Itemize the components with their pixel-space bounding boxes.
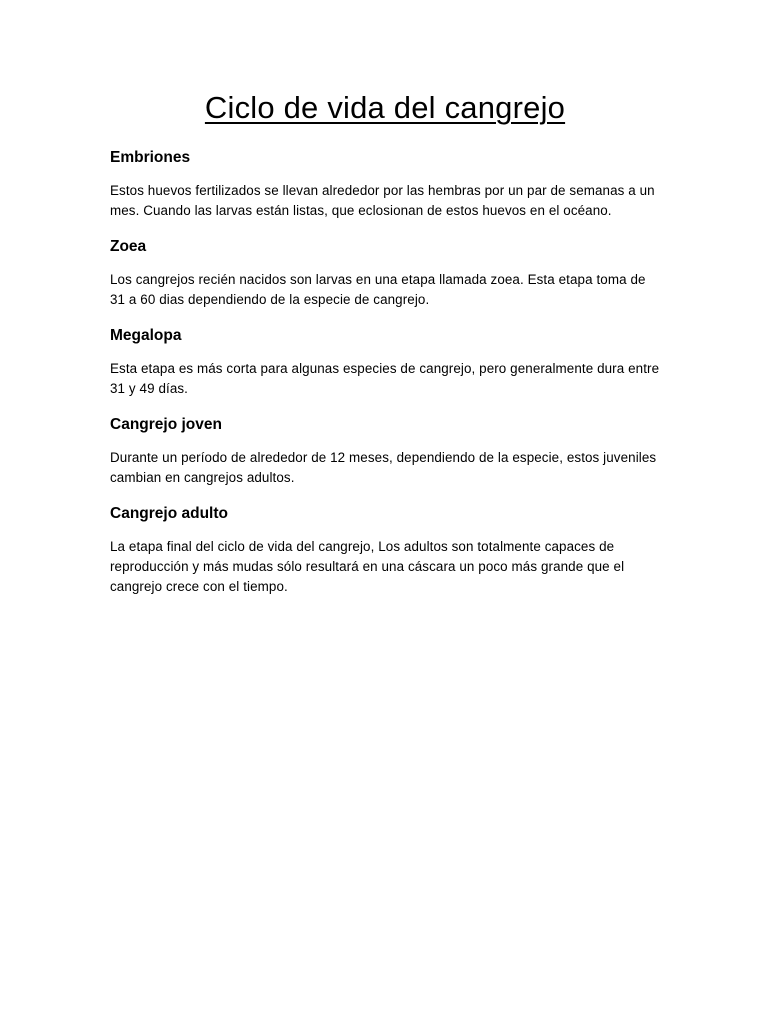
section-embriones [110, 148, 660, 221]
section-heading: Cangrejo adulto [110, 505, 228, 522]
section-paragraph: Los cangrejos recién nacidos son larvas en una etapa llamada zoea. Esta etapa toma de 31 a 60 dias dependiendo de la especie de cangrejo. [110, 272, 646, 307]
section-megalopa [110, 326, 660, 399]
document-title: Ciclo de vida del cangrejo [204, 90, 566, 125]
section-heading: Zoea [110, 238, 147, 255]
section-heading: Cangrejo joven [110, 416, 222, 433]
section-paragraph: Esta etapa es más corta para algunas especies de cangrejo, pero generalmente dura entre 31 y 49 días. [110, 361, 660, 396]
section-cangrejo-joven [110, 415, 660, 488]
document-page [110, 88, 660, 613]
section-paragraph: La etapa final del ciclo de vida del cangrejo, Los adultos son totalmente capaces de reproducción y más mudas sólo resultará en una cáscara un poco más grande que el cangrejo crece con el tiempo. [110, 539, 625, 594]
section-heading: Megalopa [110, 327, 182, 344]
section-paragraph: Estos huevos fertilizados se llevan alrededor por las hembras por un par de semanas a un mes. Cuando las larvas están listas, que eclosionan de estos huevos en el océano. [110, 183, 655, 218]
section-paragraph: Durante un período de alrededor de 12 meses, dependiendo de la especie, estos juveniles cambian en cangrejos adultos. [110, 450, 657, 485]
section-cangrejo-adulto [110, 504, 660, 597]
section-zoea [110, 237, 660, 310]
section-heading: Embriones [110, 149, 191, 166]
